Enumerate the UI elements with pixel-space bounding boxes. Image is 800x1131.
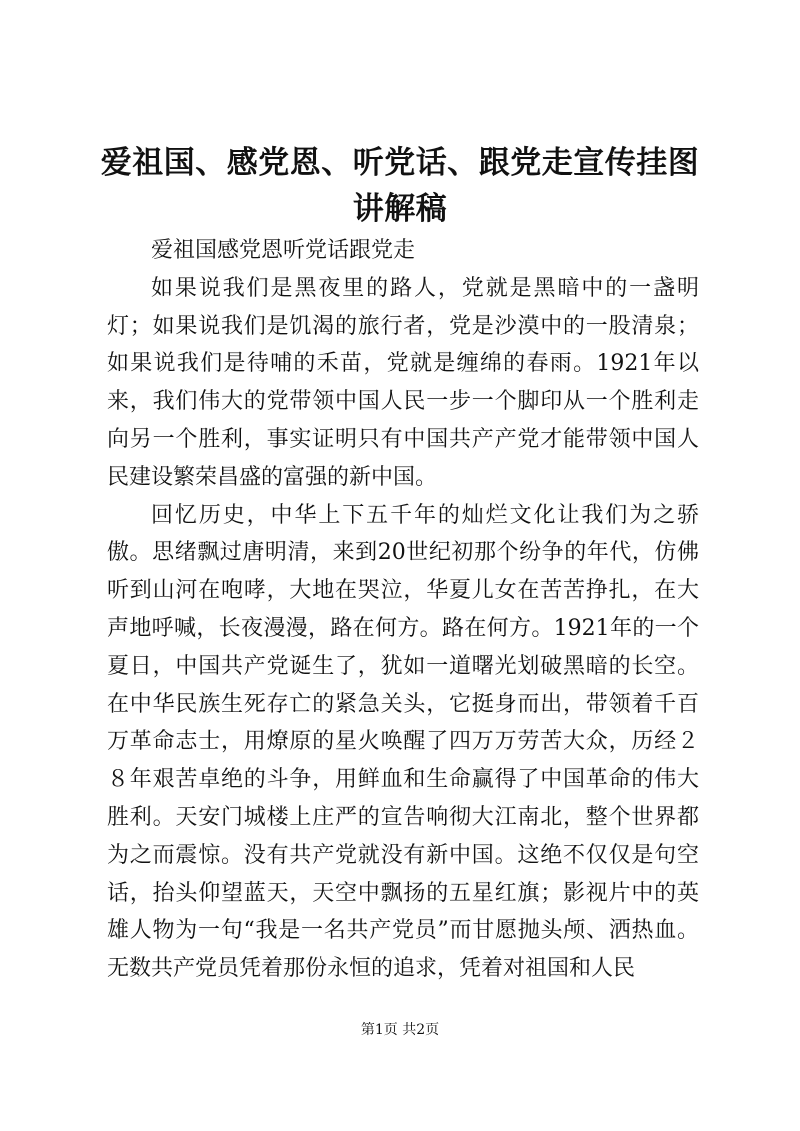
subtitle-paragraph: 爱祖国感党恩听党话跟党走	[151, 238, 416, 263]
document-body	[107, 232, 699, 988]
body-paragraph: 如果说我们是黑夜里的路人，党就是黑暗中的一盏明灯；如果说我们是饥渴的旅行者，党是沙漠中的一股清泉；如果说我们是待哺的禾苗，党就是缠绵的春雨。1921年以来，我们伟大的党带领中国人民一步一个脚印从一个胜利走向另一个胜利，事实证明只有中国共产产党才能带领中国人民建设繁荣昌盛的富强的新中国。	[107, 275, 699, 490]
document-title: 爱祖国、感党恩、听党话、跟党走宣传挂图讲解稿	[100, 145, 700, 227]
page-footer: 第1页 共2页	[360, 1022, 440, 1038]
body-paragraph: 回忆历史，中华上下五千年的灿烂文化让我们为之骄傲。思绪飘过唐明清，来到20世纪初那个纷争的年代，仿佛听到山河在咆哮，大地在哭泣，华夏儿女在苦苦挣扎，在大声地呼喊，长夜漫漫，路在何方。路在何方。1921年的一个夏日，中国共产党诞生了，犹如一道曙光划破黑暗的长空。在中华民族生死存亡的紧急关头，它挺身而出，带领着千百万革命志士，用燎原的星火唤醒了四万万劳苦大众，历经２８年艰苦卓绝的斗争，用鲜血和生命赢得了中国革命的伟大胜利。天安门城楼上庄严的宣告响彻大江南北，整个世界都为之而震惊。没有共产党就没有新中国。这绝不仅仅是句空话，抬头仰望蓝天，天空中飘扬的五星红旗；影视片中的英雄人物为一句“我是一名共产党员”而甘愿抛头颅、洒热血。无数共产党员凭着那份永恒的追求，凭着对祖国和人民	[107, 502, 699, 982]
